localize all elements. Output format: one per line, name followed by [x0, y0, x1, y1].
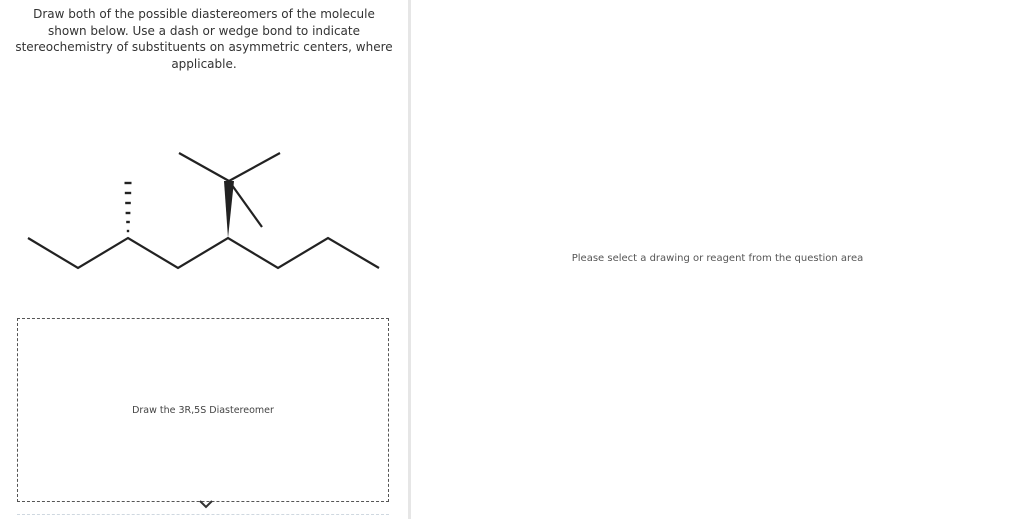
carbon-chain: [28, 238, 379, 268]
branch-bond-right: [229, 153, 280, 181]
answer-drawing-box[interactable]: [17, 318, 389, 502]
branch-bond-down: [229, 181, 262, 227]
scroll-divider: [17, 514, 389, 515]
branch-bond-left: [179, 153, 229, 181]
answer-box-label: Draw the 3R,5S Diastereomer: [132, 405, 274, 416]
molecule-structure: [0, 0, 408, 300]
dash-bond: [125, 183, 132, 231]
chevron-down-icon[interactable]: [196, 499, 216, 509]
question-text: Draw both of the possible diastereomers of the molecule shown below. Use a dash or wedge bond to indicate stereochemistry of substituents on asymmetric centers, where applicable.: [15, 7, 393, 71]
empty-state-message: Please select a drawing or reagent from the question area: [571, 253, 864, 264]
wedge-bond: [224, 181, 234, 238]
question-panel: [0, 0, 408, 519]
